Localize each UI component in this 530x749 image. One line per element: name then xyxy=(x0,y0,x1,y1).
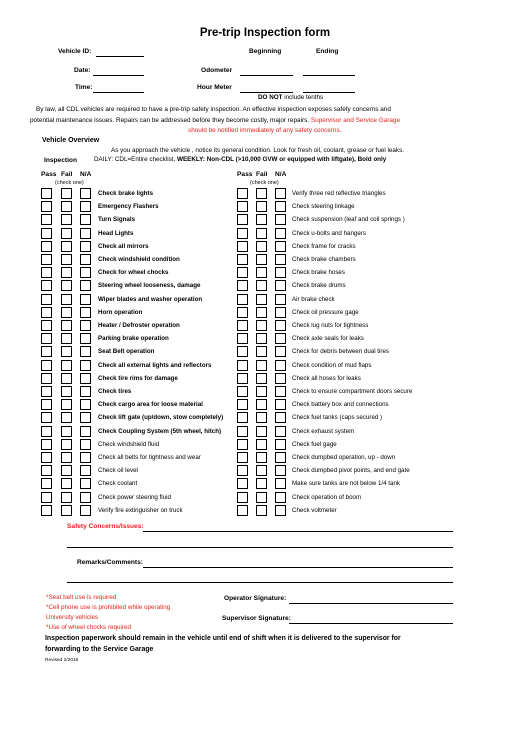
right-checklist-item: Make sure tanks are not below 1/4 tank xyxy=(292,480,400,488)
right-na-checkbox[interactable] xyxy=(275,307,286,318)
right-na-checkbox[interactable] xyxy=(275,254,286,265)
left-fail-checkbox[interactable] xyxy=(61,399,72,410)
right-na-checkbox[interactable] xyxy=(275,478,286,489)
left-na-checkbox[interactable] xyxy=(80,373,91,384)
left-checklist-item: Emergency Flashers xyxy=(98,203,159,211)
left-checklist-item: Check Coupling System (5th wheel, hitch) xyxy=(98,427,222,435)
left-fail-checkbox[interactable] xyxy=(61,505,72,516)
left-pass-checkbox[interactable] xyxy=(41,188,52,199)
right-na-checkbox[interactable] xyxy=(275,333,286,344)
left-fail-checkbox[interactable] xyxy=(61,280,72,291)
right-pass-checkbox[interactable] xyxy=(237,360,248,371)
right-checklist-item: Check oil pressure gage xyxy=(292,308,359,316)
page-title: Pre-trip Inspection form xyxy=(199,27,331,39)
right-checklist-item: Check frame for cracks xyxy=(292,242,356,250)
right-na-checkbox[interactable] xyxy=(275,280,286,291)
intro-line-3: should be notified immediately of any safety concerns. xyxy=(188,127,342,134)
fail-header-left: Fail xyxy=(61,171,73,178)
left-fail-checkbox[interactable] xyxy=(61,373,72,384)
right-fail-checkbox[interactable] xyxy=(256,241,267,252)
right-fail-checkbox[interactable] xyxy=(256,478,267,489)
left-na-checkbox[interactable] xyxy=(80,214,91,225)
pass-header-right: Pass xyxy=(237,171,253,178)
right-na-checkbox[interactable] xyxy=(275,492,286,503)
left-pass-checkbox[interactable] xyxy=(41,254,52,265)
left-pass-checkbox[interactable] xyxy=(41,307,52,318)
right-checklist-item: Check to ensure compartment doors secure xyxy=(292,388,413,395)
hour-meter-label: Hour Meter xyxy=(197,84,232,91)
intro-line-2-text: potential maintenance issues. Repairs can be addressed before they become costly, major repairs. xyxy=(30,117,310,124)
left-na-checkbox[interactable] xyxy=(80,280,91,291)
right-checklist-item: Check axle seals for leaks xyxy=(292,335,364,343)
left-na-checkbox[interactable] xyxy=(80,412,91,423)
left-pass-checkbox[interactable] xyxy=(41,346,52,357)
right-checklist-item: Check suspension (leaf and coil springs ) xyxy=(292,216,405,224)
left-fail-checkbox[interactable] xyxy=(61,426,72,437)
left-checklist-item: Horn operation xyxy=(98,308,143,316)
right-pass-checkbox[interactable] xyxy=(237,478,248,489)
right-na-checkbox[interactable] xyxy=(275,346,286,357)
left-fail-checkbox[interactable] xyxy=(61,333,72,344)
left-na-checkbox[interactable] xyxy=(80,320,91,331)
fail-header-right: Fail xyxy=(256,171,268,178)
time-field[interactable] xyxy=(93,92,144,93)
right-fail-checkbox[interactable] xyxy=(256,505,267,516)
right-pass-checkbox[interactable] xyxy=(237,241,248,252)
left-fail-checkbox[interactable] xyxy=(61,214,72,225)
odometer-beginning-field[interactable] xyxy=(240,75,293,76)
right-checklist-item: Check operation of boom xyxy=(292,493,362,501)
left-checklist-item: Check windshield condition xyxy=(98,256,180,263)
right-checklist-item: Check fuel gage xyxy=(292,440,337,448)
vehicle-id-label: Vehicle ID: xyxy=(58,48,92,55)
right-checklist-item: Check steering linkage xyxy=(292,203,355,211)
right-na-checkbox[interactable] xyxy=(275,294,286,305)
hour-meter-ending-field[interactable] xyxy=(303,92,355,93)
left-fail-checkbox[interactable] xyxy=(61,465,72,476)
right-checklist-item: Check voltmeter xyxy=(292,506,337,514)
right-checklist-item: Check exhaust system xyxy=(292,427,355,435)
right-pass-checkbox[interactable] xyxy=(237,267,248,278)
right-fail-checkbox[interactable] xyxy=(256,201,267,212)
left-pass-checkbox[interactable] xyxy=(41,294,52,305)
left-checklist-item: Check all external lights and reflectors xyxy=(98,361,212,369)
right-fail-checkbox[interactable] xyxy=(256,346,267,357)
odometer-label: Odometer xyxy=(201,67,233,74)
right-pass-checkbox[interactable] xyxy=(237,294,248,305)
ending-label: Ending xyxy=(316,48,339,55)
hour-meter-beginning-field[interactable] xyxy=(240,92,293,93)
left-na-checkbox[interactable] xyxy=(80,228,91,239)
left-fail-checkbox[interactable] xyxy=(61,267,72,278)
left-checklist-item: Check coolant xyxy=(98,480,138,488)
left-na-checkbox[interactable] xyxy=(80,439,91,450)
right-na-checkbox[interactable] xyxy=(275,439,286,450)
right-pass-checkbox[interactable] xyxy=(237,452,248,463)
beginning-label: Beginning xyxy=(249,48,282,55)
left-pass-checkbox[interactable] xyxy=(41,412,52,423)
left-fail-checkbox[interactable] xyxy=(61,201,72,212)
right-fail-checkbox[interactable] xyxy=(256,267,267,278)
left-pass-checkbox[interactable] xyxy=(41,439,52,450)
right-na-checkbox[interactable] xyxy=(275,320,286,331)
right-na-checkbox[interactable] xyxy=(275,360,286,371)
right-pass-checkbox[interactable] xyxy=(237,333,248,344)
right-pass-checkbox[interactable] xyxy=(237,320,248,331)
left-pass-checkbox[interactable] xyxy=(41,399,52,410)
note-university-vehicles: University vehicles xyxy=(46,614,99,621)
right-fail-checkbox[interactable] xyxy=(256,360,267,371)
right-na-checkbox[interactable] xyxy=(275,214,286,225)
left-fail-checkbox[interactable] xyxy=(61,492,72,503)
left-na-checkbox[interactable] xyxy=(80,307,91,318)
left-na-checkbox[interactable] xyxy=(80,241,91,252)
left-fail-checkbox[interactable] xyxy=(61,188,72,199)
left-pass-checkbox[interactable] xyxy=(41,426,52,437)
na-header-right: N/A xyxy=(275,171,287,178)
right-na-checkbox[interactable] xyxy=(275,386,286,397)
right-pass-checkbox[interactable] xyxy=(237,492,248,503)
do-not-rest: include tenths xyxy=(284,94,324,101)
left-na-checkbox[interactable] xyxy=(80,478,91,489)
right-fail-checkbox[interactable] xyxy=(256,188,267,199)
remarks-label: Remarks/Comments: xyxy=(77,559,143,566)
right-pass-checkbox[interactable] xyxy=(237,386,248,397)
left-fail-checkbox[interactable] xyxy=(61,320,72,331)
left-na-checkbox[interactable] xyxy=(80,452,91,463)
left-na-checkbox[interactable] xyxy=(80,426,91,437)
right-fail-checkbox[interactable] xyxy=(256,492,267,503)
left-na-checkbox[interactable] xyxy=(80,254,91,265)
right-checklist-item: Check dumpbed operation, up - down xyxy=(292,454,396,461)
right-na-checkbox[interactable] xyxy=(275,505,286,516)
right-pass-checkbox[interactable] xyxy=(237,412,248,423)
right-pass-checkbox[interactable] xyxy=(237,214,248,225)
left-checklist-item: Turn Signals xyxy=(98,216,136,224)
right-pass-checkbox[interactable] xyxy=(237,426,248,437)
inspection-label: Inspection xyxy=(44,157,77,164)
left-checklist-item: Check all mirrors xyxy=(98,242,149,250)
right-na-checkbox[interactable] xyxy=(275,241,286,252)
right-fail-checkbox[interactable] xyxy=(256,294,267,305)
right-fail-checkbox[interactable] xyxy=(256,320,267,331)
weekly-text: WEEKLY: Non-CDL (>10,000 GVW or equipped with liftgate), Bold only xyxy=(177,156,387,163)
right-na-checkbox[interactable] xyxy=(275,267,286,278)
intro-line-2-red: Supervisor and Service Garage xyxy=(310,117,401,124)
check-one-left: (check one) xyxy=(55,180,84,186)
right-pass-checkbox[interactable] xyxy=(237,280,248,291)
right-checklist-item: Check for debris between dual tires xyxy=(292,348,389,356)
left-fail-checkbox[interactable] xyxy=(61,346,72,357)
left-fail-checkbox[interactable] xyxy=(61,360,72,371)
right-pass-checkbox[interactable] xyxy=(237,188,248,199)
left-checklist-item: Check all belts for tightness and wear xyxy=(98,454,201,461)
safety-concerns-line-2[interactable] xyxy=(67,547,453,548)
right-pass-checkbox[interactable] xyxy=(237,465,248,476)
right-fail-checkbox[interactable] xyxy=(256,465,267,476)
right-checklist-item: Check brake chambers xyxy=(292,256,356,263)
note-wheel-chocks: *Use of wheel chocks required xyxy=(46,624,132,631)
left-checklist-item: Check oil level xyxy=(98,467,138,475)
left-fail-checkbox[interactable] xyxy=(61,478,72,489)
left-pass-checkbox[interactable] xyxy=(41,492,52,503)
tenths-note xyxy=(258,94,323,101)
right-pass-checkbox[interactable] xyxy=(237,254,248,265)
remarks-line-1[interactable] xyxy=(143,567,453,568)
paperwork-line-1: Inspection paperwork should remain in the vehicle until end of shift when it is delivered to the supervisor for xyxy=(45,635,401,642)
right-checklist-item: Air brake check xyxy=(292,295,335,303)
left-checklist-item: Seat Belt operation xyxy=(98,348,155,356)
left-pass-checkbox[interactable] xyxy=(41,373,52,384)
left-pass-checkbox[interactable] xyxy=(41,465,52,476)
supervisor-signature-label: Supervisor Signature: xyxy=(222,615,291,622)
right-na-checkbox[interactable] xyxy=(275,228,286,239)
right-fail-checkbox[interactable] xyxy=(256,228,267,239)
right-na-checkbox[interactable] xyxy=(275,465,286,476)
left-fail-checkbox[interactable] xyxy=(61,307,72,318)
left-pass-checkbox[interactable] xyxy=(41,214,52,225)
left-checklist-item: Check lift gate (up/down, stow completely) xyxy=(98,414,224,422)
right-checklist-item: Check u-bolts and hangers xyxy=(292,229,366,237)
left-pass-checkbox[interactable] xyxy=(41,452,52,463)
left-fail-checkbox[interactable] xyxy=(61,386,72,397)
note-cell-phone: *Cell phone use is prohibited while operating xyxy=(46,604,171,611)
right-na-checkbox[interactable] xyxy=(275,412,286,423)
left-fail-checkbox[interactable] xyxy=(61,254,72,265)
left-na-checkbox[interactable] xyxy=(80,346,91,357)
vehicle-overview-text: As you approach the vehicle , notice its general condition. Look for fresh oil, coolant, grease or fuel leaks. xyxy=(111,147,404,154)
right-checklist-item: Check fuel tanks (caps secured ) xyxy=(292,414,383,422)
right-checklist-item: Verify three red reflective triangles xyxy=(292,190,386,197)
remarks-line-2[interactable] xyxy=(67,582,453,583)
left-fail-checkbox[interactable] xyxy=(61,452,72,463)
left-checklist-item: Heater / Defroster operation xyxy=(98,322,180,329)
time-label: Time: xyxy=(75,84,93,91)
check-one-right: (check one) xyxy=(250,180,279,186)
right-fail-checkbox[interactable] xyxy=(256,439,267,450)
right-checklist-item: Check dumpbed pivot points, and end gate xyxy=(292,467,410,475)
left-na-checkbox[interactable] xyxy=(80,465,91,476)
right-na-checkbox[interactable] xyxy=(275,452,286,463)
right-checklist-item: Check all hoses for leaks xyxy=(292,374,361,382)
left-checklist-item: Check tire rims for damage xyxy=(98,374,178,382)
right-na-checkbox[interactable] xyxy=(275,188,286,199)
right-pass-checkbox[interactable] xyxy=(237,201,248,212)
right-na-checkbox[interactable] xyxy=(275,426,286,437)
left-checklist-item: Check brake lights xyxy=(98,190,154,197)
right-pass-checkbox[interactable] xyxy=(237,307,248,318)
paperwork-line-2: forwarding to the Service Garage xyxy=(45,646,154,653)
operator-signature-label: Operator Signature: xyxy=(224,595,287,602)
right-fail-checkbox[interactable] xyxy=(256,386,267,397)
daily-text: DAILY: CDL=Entire checklist, xyxy=(94,156,176,163)
left-fail-checkbox[interactable] xyxy=(61,228,72,239)
left-na-checkbox[interactable] xyxy=(80,360,91,371)
right-na-checkbox[interactable] xyxy=(275,399,286,410)
right-checklist-item: Check battery box and connections xyxy=(292,401,389,409)
right-checklist-item: Check brake drums xyxy=(292,282,346,290)
left-na-checkbox[interactable] xyxy=(80,505,91,516)
right-pass-checkbox[interactable] xyxy=(237,346,248,357)
left-checklist-item: Steering wheel looseness, damage xyxy=(98,282,201,290)
left-pass-checkbox[interactable] xyxy=(41,280,52,291)
right-na-checkbox[interactable] xyxy=(275,373,286,384)
left-na-checkbox[interactable] xyxy=(80,188,91,199)
left-checklist-item: Check power steering fluid xyxy=(98,493,171,501)
right-checklist-item: Check condition of mud flaps xyxy=(292,361,372,369)
intro-line-1: By law, all CDL vehicles are required to have a pre-trip safety inspection. An effective inspection exposes safety concerns and xyxy=(36,106,391,113)
right-fail-checkbox[interactable] xyxy=(256,426,267,437)
left-checklist-item: Wiper blades and washer operation xyxy=(98,295,203,303)
left-checklist-item: Check windshield fluid xyxy=(98,440,160,448)
left-pass-checkbox[interactable] xyxy=(41,201,52,212)
right-pass-checkbox[interactable] xyxy=(237,439,248,450)
revised-date: Revised 2/2016 xyxy=(45,658,79,663)
left-checklist-item: Check cargo area for loose material xyxy=(98,401,203,409)
right-fail-checkbox[interactable] xyxy=(256,333,267,344)
pass-header-left: Pass xyxy=(41,171,57,178)
left-pass-checkbox[interactable] xyxy=(41,267,52,278)
left-checklist-item: Verify fire extinguisher on truck xyxy=(98,506,183,514)
left-pass-checkbox[interactable] xyxy=(41,386,52,397)
date-label: Date: xyxy=(74,67,91,74)
vehicle-id-field[interactable] xyxy=(96,56,144,57)
left-fail-checkbox[interactable] xyxy=(61,412,72,423)
right-fail-checkbox[interactable] xyxy=(256,254,267,265)
note-seat-belt: *Seat belt use is required xyxy=(46,594,117,601)
operator-signature-field[interactable] xyxy=(289,603,453,604)
right-fail-checkbox[interactable] xyxy=(256,452,267,463)
left-pass-checkbox[interactable] xyxy=(41,505,52,516)
left-pass-checkbox[interactable] xyxy=(41,333,52,344)
odometer-ending-field[interactable] xyxy=(303,75,355,76)
right-fail-checkbox[interactable] xyxy=(256,412,267,423)
left-checklist-item: Parking brake operation xyxy=(98,335,169,343)
do-not-emphasis: DO NOT xyxy=(258,94,283,101)
right-fail-checkbox[interactable] xyxy=(256,373,267,384)
left-na-checkbox[interactable] xyxy=(80,399,91,410)
right-na-checkbox[interactable] xyxy=(275,201,286,212)
na-header-left: N/A xyxy=(80,171,92,178)
left-pass-checkbox[interactable] xyxy=(41,360,52,371)
left-na-checkbox[interactable] xyxy=(80,386,91,397)
right-pass-checkbox[interactable] xyxy=(237,228,248,239)
left-pass-checkbox[interactable] xyxy=(41,478,52,489)
right-fail-checkbox[interactable] xyxy=(256,214,267,225)
left-na-checkbox[interactable] xyxy=(80,333,91,344)
left-na-checkbox[interactable] xyxy=(80,294,91,305)
inspection-schedule xyxy=(94,156,386,163)
left-na-checkbox[interactable] xyxy=(80,267,91,278)
safety-concerns-label: Safety Concerns/Issues: xyxy=(67,523,144,530)
left-checklist-item: Check for wheel chocks xyxy=(98,269,169,277)
right-fail-checkbox[interactable] xyxy=(256,307,267,318)
left-fail-checkbox[interactable] xyxy=(61,241,72,252)
left-checklist-item: Check tires xyxy=(98,388,132,395)
supervisor-signature-field[interactable] xyxy=(289,623,453,624)
left-na-checkbox[interactable] xyxy=(80,492,91,503)
left-fail-checkbox[interactable] xyxy=(61,294,72,305)
left-fail-checkbox[interactable] xyxy=(61,439,72,450)
right-checklist-item: Check lug nuts for tightness xyxy=(292,322,369,329)
right-checklist-item: Check brake hoses xyxy=(292,269,345,277)
left-pass-checkbox[interactable] xyxy=(41,320,52,331)
vehicle-overview-heading: Vehicle Overview xyxy=(42,137,100,144)
right-pass-checkbox[interactable] xyxy=(237,399,248,410)
left-na-checkbox[interactable] xyxy=(80,201,91,212)
right-pass-checkbox[interactable] xyxy=(237,373,248,384)
left-pass-checkbox[interactable] xyxy=(41,241,52,252)
left-pass-checkbox[interactable] xyxy=(41,228,52,239)
safety-concerns-line-1[interactable] xyxy=(143,531,453,532)
left-checklist-item: Head Lights xyxy=(98,229,134,237)
right-pass-checkbox[interactable] xyxy=(237,505,248,516)
right-fail-checkbox[interactable] xyxy=(256,399,267,410)
date-field[interactable] xyxy=(93,75,144,76)
right-fail-checkbox[interactable] xyxy=(256,280,267,291)
